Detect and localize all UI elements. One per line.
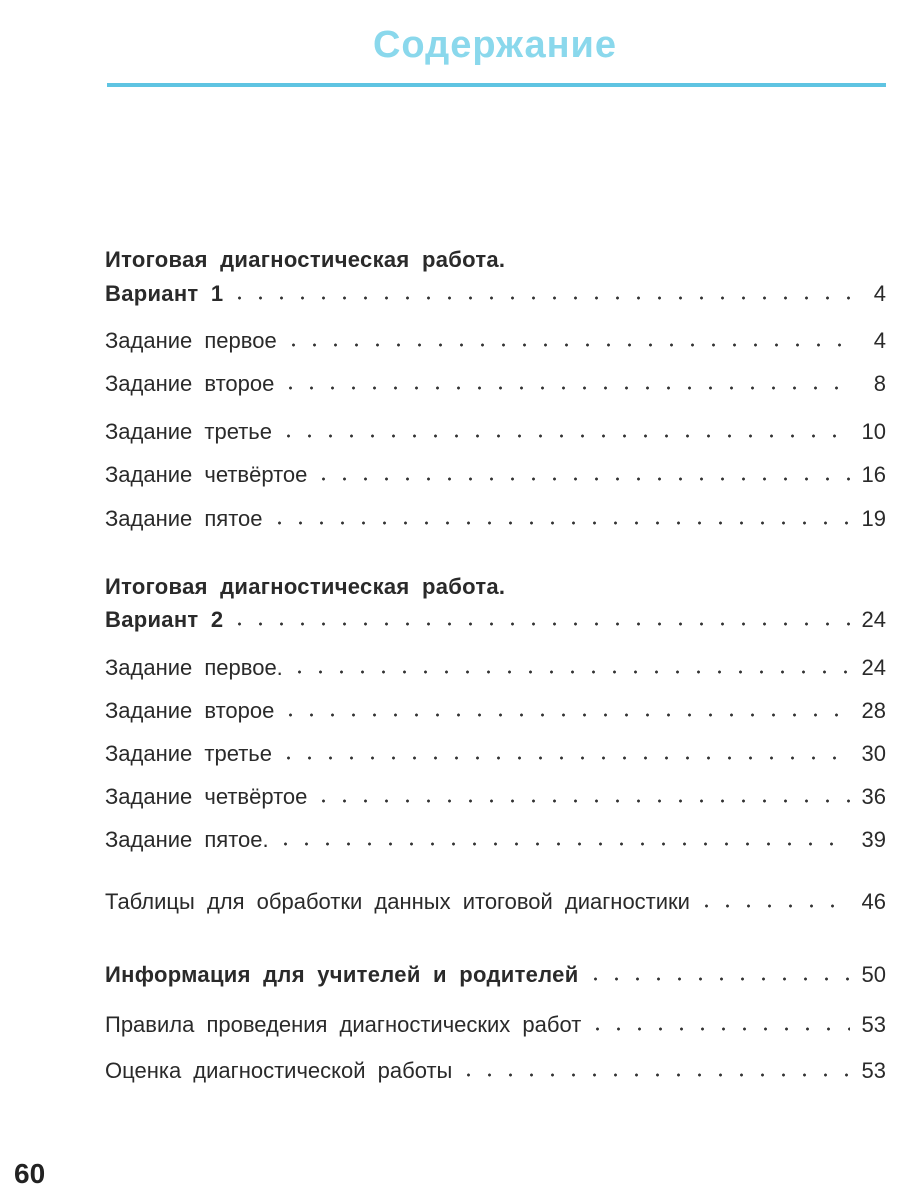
toc-item[interactable] bbox=[105, 741, 886, 767]
section-1-variant-row[interactable] bbox=[105, 281, 886, 307]
toc-item-page: 46 bbox=[861, 889, 886, 914]
toc-item-label: Задание четвёртое bbox=[105, 784, 308, 809]
leader-dots bbox=[269, 521, 850, 525]
toc-item[interactable] bbox=[105, 506, 886, 532]
leader-dots bbox=[587, 1027, 850, 1031]
leader-dots bbox=[278, 434, 850, 438]
section-1-variant-label: Вариант 1 bbox=[105, 281, 224, 306]
toc-item-label: Задание пятое bbox=[105, 506, 263, 531]
leader-dots bbox=[313, 799, 850, 803]
toc-item-label: Задание первое. bbox=[105, 655, 283, 680]
toc-item-label: Задание третье bbox=[105, 741, 272, 766]
section-1-page: 4 bbox=[873, 281, 886, 306]
toc-item-page: 30 bbox=[861, 741, 886, 766]
page-number: 60 bbox=[14, 1158, 46, 1189]
toc-item-label: Правила проведения диагностических работ bbox=[105, 1012, 582, 1037]
toc-item[interactable] bbox=[105, 784, 886, 810]
leader-dots bbox=[313, 477, 850, 481]
toc-item-page: 4 bbox=[873, 328, 886, 353]
leader-dots bbox=[289, 670, 850, 674]
toc-item[interactable] bbox=[105, 371, 886, 397]
toc-item[interactable] bbox=[105, 328, 886, 354]
section-2-page: 24 bbox=[861, 607, 886, 632]
toc-item-label: Задание третье bbox=[105, 419, 272, 444]
toc-item[interactable] bbox=[105, 698, 886, 724]
leader-dots bbox=[278, 756, 850, 760]
toc-item-label: Задание второе bbox=[105, 371, 275, 396]
info-section-row[interactable] bbox=[105, 962, 886, 988]
toc-item-page: 16 bbox=[861, 462, 886, 487]
toc-item-page: 24 bbox=[861, 655, 886, 680]
toc-item-page: 53 bbox=[861, 1058, 886, 1083]
toc-item-page: 28 bbox=[861, 698, 886, 723]
toc-item-page: 53 bbox=[861, 1012, 886, 1037]
leader-dots bbox=[283, 343, 850, 347]
toc-item[interactable] bbox=[105, 827, 886, 853]
toc-item[interactable] bbox=[105, 655, 886, 681]
toc-item-label: Таблицы для обработки данных итоговой диагностики bbox=[105, 889, 690, 914]
leader-dots bbox=[229, 296, 850, 300]
toc-item-label: Задание четвёртое bbox=[105, 462, 308, 487]
toc-item[interactable] bbox=[105, 419, 886, 445]
leader-dots bbox=[585, 977, 850, 981]
toc-item-page: 39 bbox=[861, 827, 886, 852]
info-section-page: 50 bbox=[861, 962, 886, 987]
toc-item-page: 10 bbox=[861, 419, 886, 444]
toc-item-label: Оценка диагностической работы bbox=[105, 1058, 453, 1083]
toc-item-page: 36 bbox=[861, 784, 886, 809]
section-2-variant-label: Вариант 2 bbox=[105, 607, 224, 632]
leader-dots bbox=[696, 904, 850, 908]
toc-item-tables[interactable] bbox=[105, 889, 886, 915]
toc-item-label: Задание второе bbox=[105, 698, 275, 723]
toc-item[interactable] bbox=[105, 1012, 886, 1038]
leader-dots bbox=[229, 622, 850, 626]
leader-dots bbox=[280, 713, 850, 717]
toc-item-label: Задание пятое. bbox=[105, 827, 269, 852]
toc-item-page: 19 bbox=[861, 506, 886, 531]
toc-item-label: Задание первое bbox=[105, 328, 277, 353]
section-1-heading: Итоговая диагностическая работа. bbox=[105, 247, 506, 272]
page-title: Содержание bbox=[372, 24, 618, 66]
leader-dots bbox=[280, 386, 850, 390]
leader-dots bbox=[275, 842, 850, 846]
toc-item-page: 8 bbox=[873, 371, 886, 396]
toc-item[interactable] bbox=[105, 1058, 886, 1084]
section-2-variant-row[interactable] bbox=[105, 607, 886, 633]
section-2-heading: Итоговая диагностическая работа. bbox=[105, 574, 506, 599]
leader-dots bbox=[458, 1073, 850, 1077]
toc-item[interactable] bbox=[105, 462, 886, 488]
info-section-heading: Информация для учителей и родителей bbox=[105, 962, 579, 987]
